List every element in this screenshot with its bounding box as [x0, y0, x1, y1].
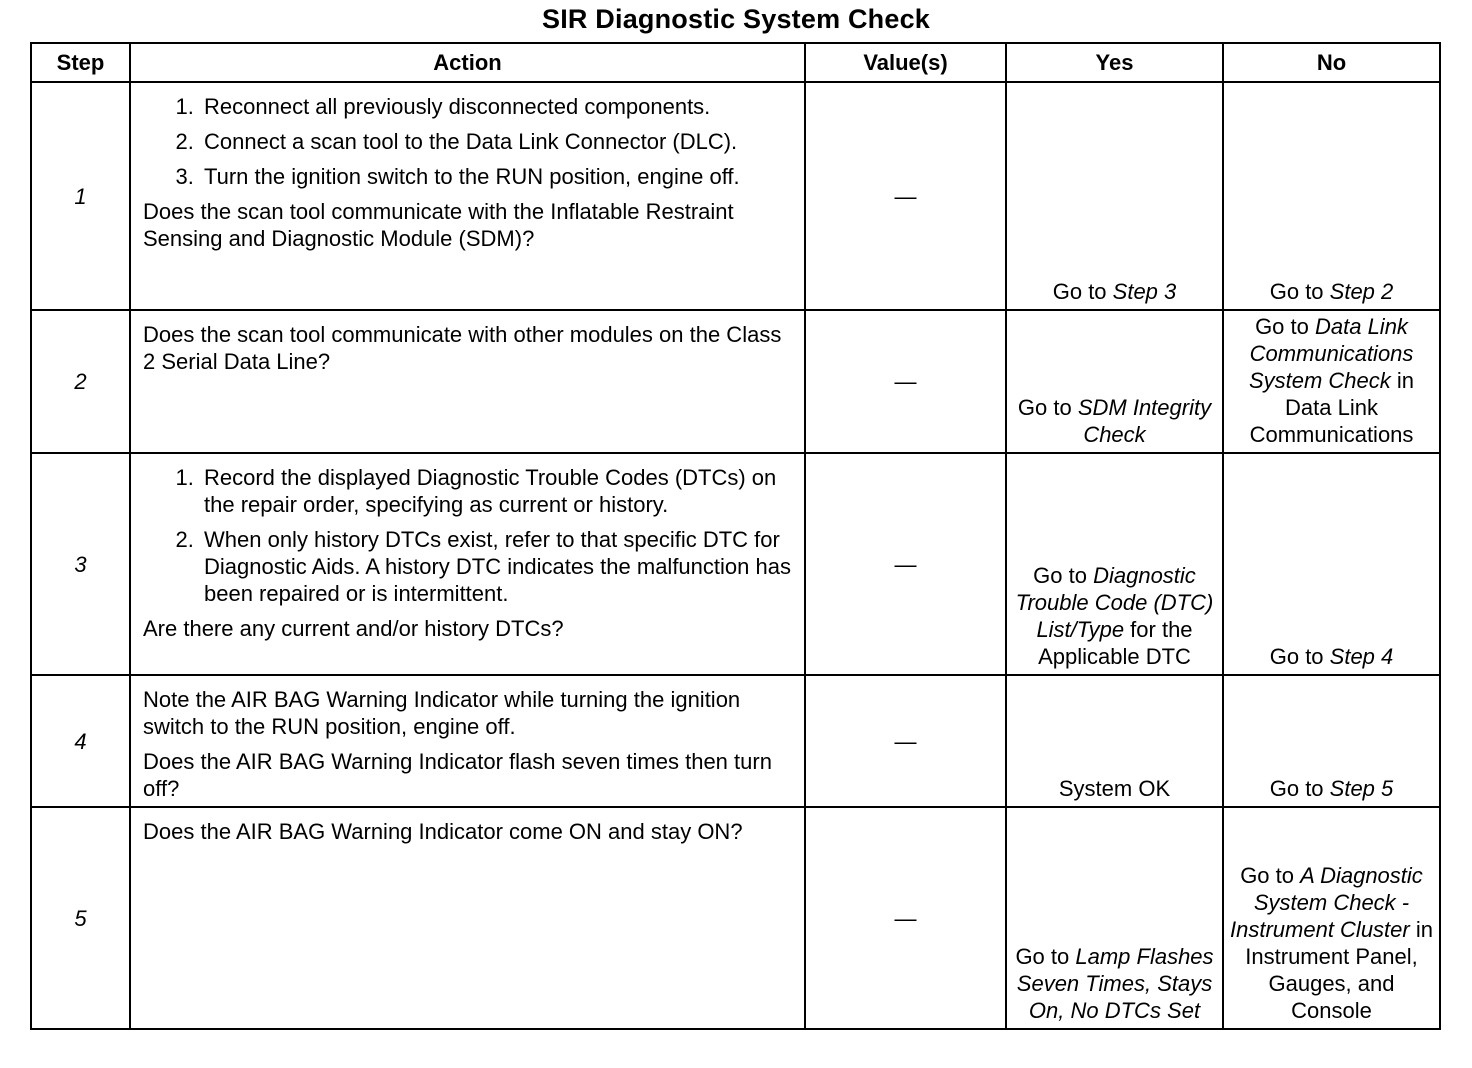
value-cell: —: [805, 82, 1006, 310]
action-cell: [130, 310, 805, 453]
header-values: Value(s): [805, 43, 1006, 82]
no-suffix: in Data Link Communications: [1249, 368, 1415, 447]
action-cell: [130, 453, 805, 675]
table-row: [31, 807, 1440, 1029]
action-list: [143, 93, 794, 190]
yes-prefix: Go to: [1017, 395, 1078, 420]
no-cell: [1223, 453, 1440, 675]
no-reference-link[interactable]: Step 5: [1329, 776, 1394, 801]
no-reference-link[interactable]: Step 2: [1329, 279, 1394, 304]
action-question: Does the AIR BAG Warning Indicator flash seven times then turn off?: [143, 749, 772, 801]
yes-cell: [1006, 82, 1223, 310]
header-action: Action: [130, 43, 805, 82]
no-prefix: Go to: [1255, 314, 1315, 339]
step-number: 5: [31, 807, 130, 1029]
yes-reference-link[interactable]: SDM Integrity Check: [1077, 395, 1212, 447]
action-question: Does the scan tool communicate with the Inflatable Restraint Sensing and Diagnostic Module (SDM)?: [143, 199, 734, 251]
no-prefix: Go to: [1240, 863, 1301, 888]
step-number: 2: [31, 310, 130, 453]
action-note: Note the AIR BAG Warning Indicator while turning the ignition switch to the RUN position, engine off.: [143, 687, 741, 739]
action-list-item: 2. Connect a scan tool to the Data Link Connector (DLC).: [200, 128, 794, 155]
no-prefix: Go to: [1269, 279, 1330, 304]
table-row: [31, 453, 1440, 675]
yes-cell: [1006, 453, 1223, 675]
no-prefix: Go to: [1269, 644, 1330, 669]
value-cell: —: [805, 453, 1006, 675]
no-cell: [1223, 82, 1440, 310]
yes-prefix: Go to: [1052, 279, 1113, 304]
action-question: Does the AIR BAG Warning Indicator come ON and stay ON?: [143, 819, 743, 844]
no-reference-link[interactable]: Data Link Communications System Check: [1248, 314, 1414, 393]
step-number: 3: [31, 453, 130, 675]
header-no: No: [1223, 43, 1440, 82]
no-reference-link[interactable]: Step 4: [1329, 644, 1394, 669]
action-list-item: 2. When only history DTCs exist, refer to that specific DTC for Diagnostic Aids. A history DTC indicates the malfunction has been repaired or is intermittent.: [200, 526, 794, 607]
no-cell: [1223, 310, 1440, 453]
no-reference-link[interactable]: A Diagnostic System Check - Instrument Cluster: [1230, 863, 1423, 942]
step-number: 4: [31, 675, 130, 807]
action-cell: [130, 675, 805, 807]
yes-suffix: for the Applicable DTC: [1038, 617, 1193, 669]
no-suffix: in Instrument Panel, Gauges, and Console: [1245, 917, 1433, 1023]
action-list: [143, 464, 794, 607]
yes-prefix: Go to: [1015, 944, 1076, 969]
action-question: Are there any current and/or history DTCs?: [143, 616, 564, 641]
value-cell: —: [805, 807, 1006, 1029]
step-number: 1: [31, 82, 130, 310]
yes-reference-link[interactable]: Diagnostic Trouble Code (DTC) List/Type: [1015, 563, 1214, 642]
table-row: [31, 310, 1440, 453]
yes-cell: [1006, 310, 1223, 453]
header-yes: Yes: [1006, 43, 1223, 82]
yes-cell: System OK: [1006, 675, 1223, 807]
action-list-item: 3. Turn the ignition switch to the RUN position, engine off.: [200, 163, 794, 190]
action-question: Does the scan tool communicate with other modules on the Class 2 Serial Data Line?: [143, 322, 782, 374]
action-cell: [130, 82, 805, 310]
value-cell: —: [805, 675, 1006, 807]
header-row: [31, 43, 1440, 82]
action-list-item: 1. Record the displayed Diagnostic Trouble Codes (DTCs) on the repair order, specifying as current or history.: [200, 464, 794, 518]
yes-reference-link[interactable]: Step 3: [1112, 279, 1177, 304]
no-cell: [1223, 675, 1440, 807]
no-cell: [1223, 807, 1440, 1029]
yes-cell: [1006, 807, 1223, 1029]
document-title: SIR Diagnostic System Check: [541, 4, 931, 34]
yes-prefix: Go to: [1033, 563, 1094, 588]
diagnostic-table: [30, 42, 1441, 1030]
header-step: Step: [31, 43, 130, 82]
no-prefix: Go to: [1269, 776, 1330, 801]
table-row: [31, 82, 1440, 310]
action-list-item: 1. Reconnect all previously disconnected components.: [200, 93, 794, 120]
value-cell: —: [805, 310, 1006, 453]
yes-reference-link[interactable]: Lamp Flashes Seven Times, Stays On, No DTCs Set: [1016, 944, 1214, 1023]
table-row: [31, 675, 1440, 807]
action-cell: [130, 807, 805, 1029]
